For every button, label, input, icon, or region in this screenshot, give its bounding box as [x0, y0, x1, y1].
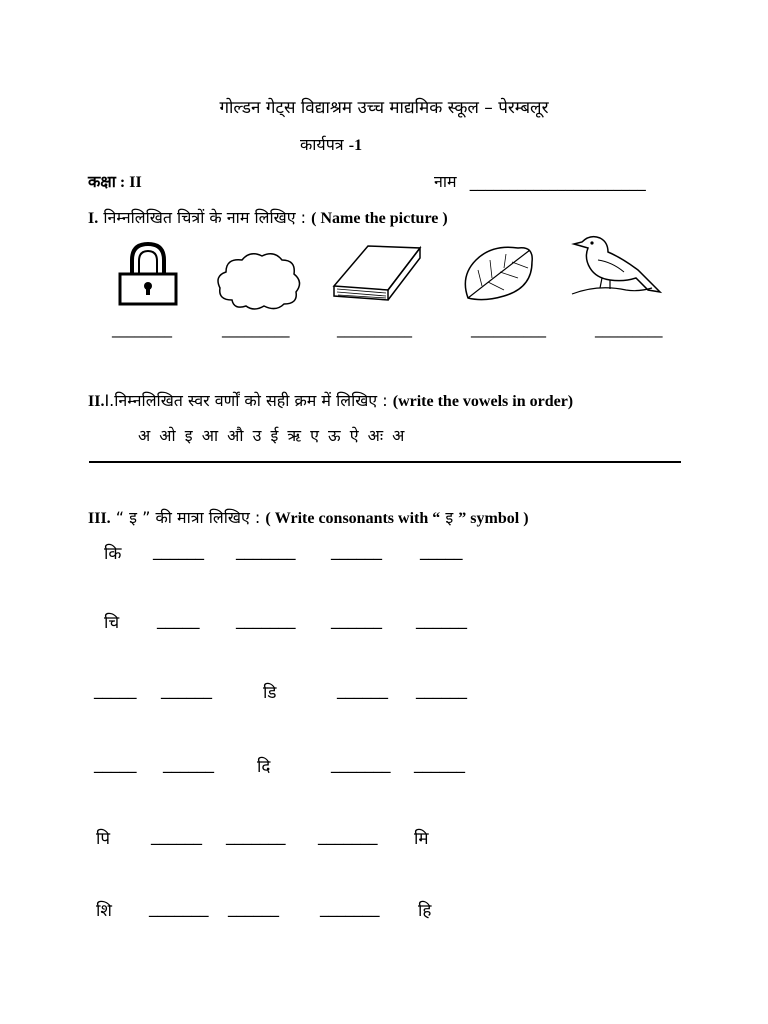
grid-r2-c1: चि	[104, 613, 120, 633]
section-3-english-pre: ( Write consonants with “	[265, 510, 441, 527]
grid-r4-c3: दि	[257, 757, 271, 777]
worksheet-title	[300, 133, 362, 155]
section-3-heading	[88, 506, 529, 528]
section-1-heading	[88, 206, 448, 228]
school-name: गोल्डन गेट्स विद्याश्रम उच्च माद्यमिक स्कूल – पेरम्बलूर	[219, 98, 549, 118]
name-blank[interactable]: ______________________	[469, 172, 646, 191]
grid-r1-c1: कि	[104, 544, 122, 564]
section-2-hindi: I.निम्नलिखित स्वर वर्णों को सही क्रम में लिखिए :	[104, 391, 388, 410]
bird-icon	[568, 232, 668, 298]
grid-r1-c5[interactable]: _____	[420, 541, 463, 561]
grid-r2-c2[interactable]: _____	[157, 610, 200, 630]
name-field	[434, 170, 646, 192]
section-1-hindi: निम्नलिखित चित्रों के नाम लिखिए :	[103, 208, 307, 227]
grid-r4-c2[interactable]: ______	[163, 754, 214, 774]
picture-2-blank[interactable]: _________	[222, 320, 290, 338]
worksheet-label: कार्यपत्र	[300, 135, 344, 154]
grid-r4-c4[interactable]: _______	[331, 754, 391, 774]
grid-r5-c1: पि	[96, 829, 111, 849]
grid-r4-c5[interactable]: ______	[414, 754, 465, 774]
section-divider	[89, 461, 681, 463]
grid-r1-c2[interactable]: ______	[153, 541, 204, 561]
grid-r6-c5: हि	[418, 901, 432, 921]
grid-r5-c3[interactable]: _______	[226, 826, 286, 846]
grid-r6-c4[interactable]: _______	[320, 898, 380, 918]
cloud-icon	[212, 248, 304, 314]
grid-r1-c3[interactable]: _______	[236, 541, 296, 561]
section-3-english-post: ” symbol )	[458, 510, 529, 527]
leaf-icon	[460, 240, 540, 304]
section-3-hindi: की मात्रा लिखिए :	[155, 508, 261, 527]
grid-r5-c2[interactable]: ______	[151, 826, 202, 846]
grid-r3-c1[interactable]: _____	[94, 680, 137, 700]
grid-r5-c4[interactable]: _______	[318, 826, 378, 846]
grid-r3-c4[interactable]: ______	[337, 680, 388, 700]
grid-r2-c5[interactable]: ______	[416, 610, 467, 630]
grid-r2-c4[interactable]: ______	[331, 610, 382, 630]
picture-3-blank[interactable]: __________	[337, 320, 412, 338]
grid-r6-c1: शि	[96, 901, 112, 921]
section-3-symbol: इ	[445, 508, 454, 527]
grid-r1-c4[interactable]: ______	[331, 541, 382, 561]
section-2-number: II.	[88, 393, 105, 410]
grid-r6-c2[interactable]: _______	[149, 898, 209, 918]
section-3-quote: “ इ ”	[115, 508, 151, 527]
grid-r3-c2[interactable]: ______	[161, 680, 212, 700]
picture-1-blank[interactable]: ________	[112, 320, 172, 338]
section-1-number: I.	[88, 210, 99, 227]
grid-r3-c5[interactable]: ______	[416, 680, 467, 700]
grid-r4-c1[interactable]: _____	[94, 754, 137, 774]
section-1-english: ( Name the picture )	[311, 210, 448, 227]
grid-r5-c5: मि	[414, 829, 429, 849]
grid-r3-c3: डि	[263, 683, 277, 703]
grid-r6-c3[interactable]: ______	[228, 898, 279, 918]
vowel-list: अ ओ इ आ औ उ ई ऋ ए ऊ ऐ अः अ	[138, 426, 405, 445]
picture-5-blank[interactable]: _________	[595, 320, 663, 338]
class-field: कक्षा : II	[88, 174, 142, 191]
worksheet-number: -1	[348, 137, 363, 154]
section-3-number: III.	[88, 510, 111, 527]
grid-r2-c3[interactable]: _______	[236, 610, 296, 630]
lock-icon	[108, 240, 200, 320]
book-icon	[328, 242, 424, 304]
name-label: नाम	[434, 172, 457, 191]
picture-4-blank[interactable]: __________	[471, 320, 546, 338]
section-2-heading	[88, 389, 573, 411]
section-2-english: (write the vowels in order)	[392, 393, 574, 410]
